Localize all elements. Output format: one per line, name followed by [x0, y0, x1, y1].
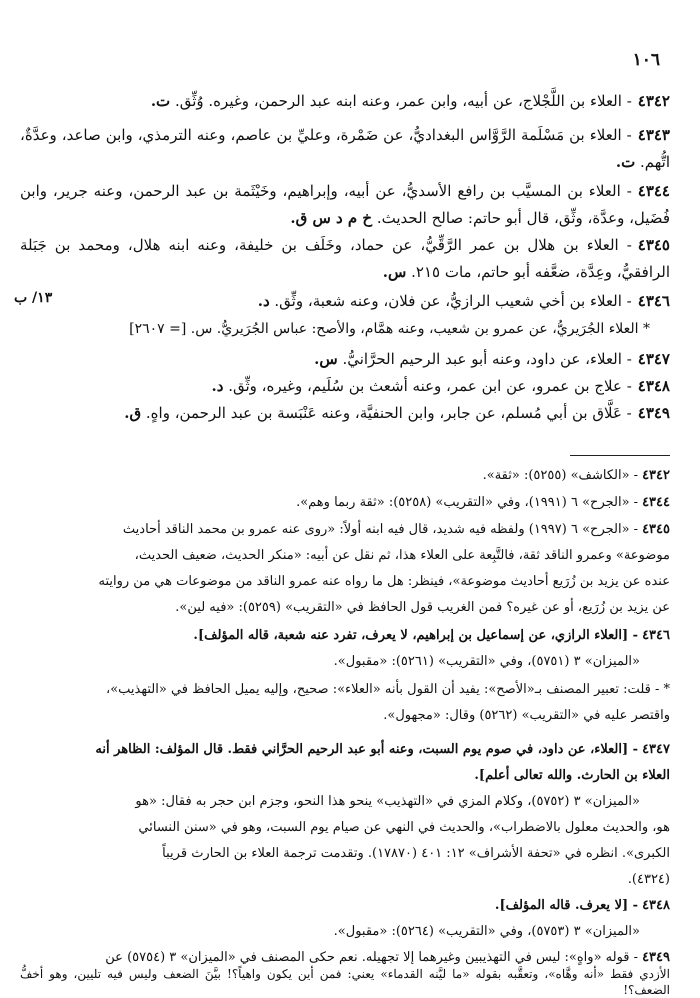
- entry-code: خ م د س ق.: [290, 209, 373, 227]
- entry-number: ٤٣٤٥: [637, 236, 670, 254]
- entry-4347: [20, 346, 670, 373]
- entry-4345: [20, 232, 670, 286]
- footnote-text: الكبرى». انظره في «تحفة الأشراف» ١٢: ٤٠١ (١٧٨٧٠). وتقدمت ترجمة العلاء بن الحارث قريباً: [162, 846, 670, 861]
- entry-number: ٤٣٤٢: [637, 92, 670, 110]
- entry-code: س.: [382, 263, 407, 281]
- footnote-line: [20, 866, 670, 893]
- footnote-text: الأزدي فقط «أنه وهَّاه»، وتعقَّبه بقوله «ما ليَّنه القدماء» يعني: فمن أين يكون واهياً؟! بيَّنَ الضعف وليس فيه: [107, 967, 670, 981]
- footnote-number: ٤٣٤٥: [642, 522, 670, 537]
- footnote-number: ٤٣٤٧: [642, 742, 670, 757]
- entry-number: ٤٣٤٨: [637, 377, 670, 395]
- entry-text: - العلاء بن مَسْلَمة الرَّوَّاس البغداديُّ، عن ضَمْرة، وعليِّ بن عاصم، وعنه الترمذي، وابن صاعد، وعدَّةٌ، اتُّهم.: [20, 126, 670, 171]
- entry-number: ٤٣٤٩: [637, 404, 670, 422]
- footnote-line: [20, 676, 670, 703]
- footnote-line: [20, 462, 670, 489]
- footnote-number: ٤٣٤٢: [642, 468, 670, 483]
- footnote-line: [20, 966, 670, 998]
- footnote-text: عن يزيد بن زُرَيع، أو عن غيره؟ فمن الغريب قول الحافظ في «التقريب» (٥٢٥٩): «فيه لين».: [175, 600, 670, 615]
- footnote-line: [20, 840, 670, 867]
- footnote-text: واقتصر عليه في «التقريب» (٥٢٦٢) وقال: «مجهول».: [383, 708, 670, 723]
- footnote-text: - [العلاء الرازي، عن إسماعيل بن إبراهيم، لا يعرف، تفرد عنه شعبة، قاله المؤلف].: [193, 628, 639, 643]
- footnote-line: [20, 736, 670, 763]
- entry-text: - علاج بن عمرو، عن ابن عمر، وعنه أشعث بن سُلَيم، وغيره، وثِّق.: [228, 377, 632, 395]
- footnote-line: [20, 762, 670, 789]
- footnote-line: [20, 542, 670, 569]
- footnote-line: [40, 648, 640, 675]
- footnote-number: ٤٣٤٦: [642, 628, 670, 643]
- footnote-text: «الميزان» ٣ (٥٧٥٢)، وكلام المزي في «التهذيب» ينحو هذا النحو، وجزم ابن حجر به فقال: «هو: [135, 794, 640, 809]
- entry-number: ٤٣٤٦: [637, 292, 670, 310]
- footnote-line: [20, 516, 670, 543]
- entry-code: د.: [257, 292, 270, 310]
- entry-code: ت.: [150, 92, 171, 110]
- footnote-text: «الميزان» ٣ (٥٧٥١)، وفي «التقريب» (٥٢٦١): «مقبول».: [333, 654, 640, 669]
- footnote-separator: [570, 455, 670, 456]
- entry-text: - العلاء بن هلال بن عمر الرَّقِّيُّ، عن حماد، وخَلَف بن خليفة، وعنه ابنه هلال، ومحمد بن جَبَلة الرافقيُّ، وعِدَّة، ضعَّفه أبو حاتم، مات ٢١٥.: [20, 236, 670, 281]
- footnote-number: ٤٣٤٤: [642, 495, 670, 510]
- entry-code: ت.: [615, 153, 636, 171]
- footnote-line: [20, 702, 670, 729]
- footnote-line: [20, 622, 670, 649]
- footnote-line: [20, 594, 670, 621]
- footnote-line: [40, 918, 640, 945]
- footnote-text: عنده عن يزيد بن زُرَيع أحاديث موضوعة»، فينظر: هل ما رواه عنه عمرو الناقد من موضوعات هي من روايته: [98, 574, 670, 589]
- footnote-text: * - قلت: تعبير المصنف بـ«الأصح»: يفيد أن القول بأنه «العلاء»: صحيح، وإليه يميل الحافظ في «التهذيب»،: [106, 682, 670, 697]
- entry-text: - العلاء بن المسيَّب بن رافع الأسديُّ، عن أبيه، وإبراهيم، وخَيْثَمة بن عبد الرحمن، وعنه جرير، وابن فُضَيل، وعدَّة، وثِّق، قال أبو حاتم: صالح الحديث.: [20, 182, 670, 227]
- page-number: ١٠٦: [632, 50, 660, 70]
- footnote-line: [20, 568, 670, 595]
- footnote-text: تليين، وهو أخفُّ الضعف؟!: [20, 967, 670, 997]
- footnote-number: ٤٣٤٩: [642, 950, 670, 965]
- footnote-line: [20, 892, 670, 919]
- footnote-text: هو، والحديث معلول بالاضطراب»، والحديث في النهي عن صيام يوم السبت، وهو في «سنن النسائي: [138, 820, 670, 835]
- footnote-text: موضوعة» وعمرو الناقد ثقة، فالتَّبِعة على العلاء هذا، ثم نقل عن أبيه: «منكر الحديث، ضعيف الحديث،: [134, 548, 670, 563]
- entry-4346: [20, 288, 670, 315]
- entry-4342: [20, 88, 670, 115]
- footnote-line: [20, 814, 670, 841]
- footnote-text: - [لا يعرف. قاله المؤلف].: [494, 898, 639, 913]
- footnote-text: - «الجرح» ٦ (١٩٩١)، وفي «التقريب» (٥٢٥٨): «ثقة ربما وهم».: [296, 495, 639, 510]
- entry-code: س.: [314, 350, 338, 368]
- entry-number: ٤٣٤٣: [637, 126, 670, 144]
- footnote-text: - [العلاء، عن داود، في صوم يوم السبت، وعنه أبو عبد الرحيم الحرَّاني فقط. قال المؤلف: الظاهر أنه: [95, 742, 639, 757]
- footnote-text: - «الكاشف» (٥٢٥٥): «ثقة».: [482, 468, 639, 483]
- entry-4348: [20, 373, 670, 400]
- entry-4349: [20, 400, 670, 427]
- entry-number: ٤٣٤٧: [637, 350, 670, 368]
- entry-text: - العلاء بن أخي شعيب الرازيُّ، عن فلان، وعنه شعبة، وثِّق.: [274, 292, 632, 310]
- footnote-number: ٤٣٤٨: [642, 898, 670, 913]
- entry-text: - العلاء، عن داود، وعنه أبو عبد الرحيم الحرَّانيُّ.: [342, 350, 632, 368]
- footnote-text: - قوله «واهٍ»: ليس في التهذيبين وغيرهما إلا تجهيله. نعم حكى المصنف في «الميزان» ٣ (٥٧٥٤) عن: [105, 950, 639, 965]
- footnote-text: العلاء بن الحارث. والله تعالى أعلم].: [474, 768, 670, 783]
- margin-note: ١٣/ ب: [14, 290, 53, 306]
- entry-text: - العلاء بن اللَّجْلاج، عن أبيه، وابن عمر، وعنه ابنه عبد الرحمن، وغيره. وُثِّق.: [174, 92, 632, 110]
- entry-number: ٤٣٤٤: [637, 182, 670, 200]
- footnote-text: «الميزان» ٣ (٥٧٥٣)، وفي «التقريب» (٥٢٦٤): «مقبول».: [333, 924, 640, 939]
- entry-text: - عَلَّاق بن أبي مُسلم، عن جابر، وابن الحنفيَّة، وعنه عَنْبَسة بن عبد الرحمن، واهٍ.: [145, 404, 632, 422]
- entry-code: د.: [211, 377, 224, 395]
- footnote-line: [20, 489, 670, 516]
- footnote-text: - «الجرح» ٦ (١٩٩٧) ولفظه فيه شديد، قال فيه ابنه أولاً: «روى عنه عمرو بن محمد الناقد أحاديث: [122, 522, 639, 537]
- star-note: * العلاء الجُرَيريُّ، عن عمرو بن شعيب، وعنه همَّام، والأصح: عباس الجُرَيريُّ. س. [= ٢٦٠٧]: [129, 321, 650, 337]
- entry-4343: [20, 122, 670, 176]
- entry-4344: [20, 178, 670, 232]
- entry-code: ق.: [124, 404, 142, 422]
- footnote-text: (٤٣٢٤).: [627, 872, 670, 887]
- footnote-line: [40, 788, 640, 815]
